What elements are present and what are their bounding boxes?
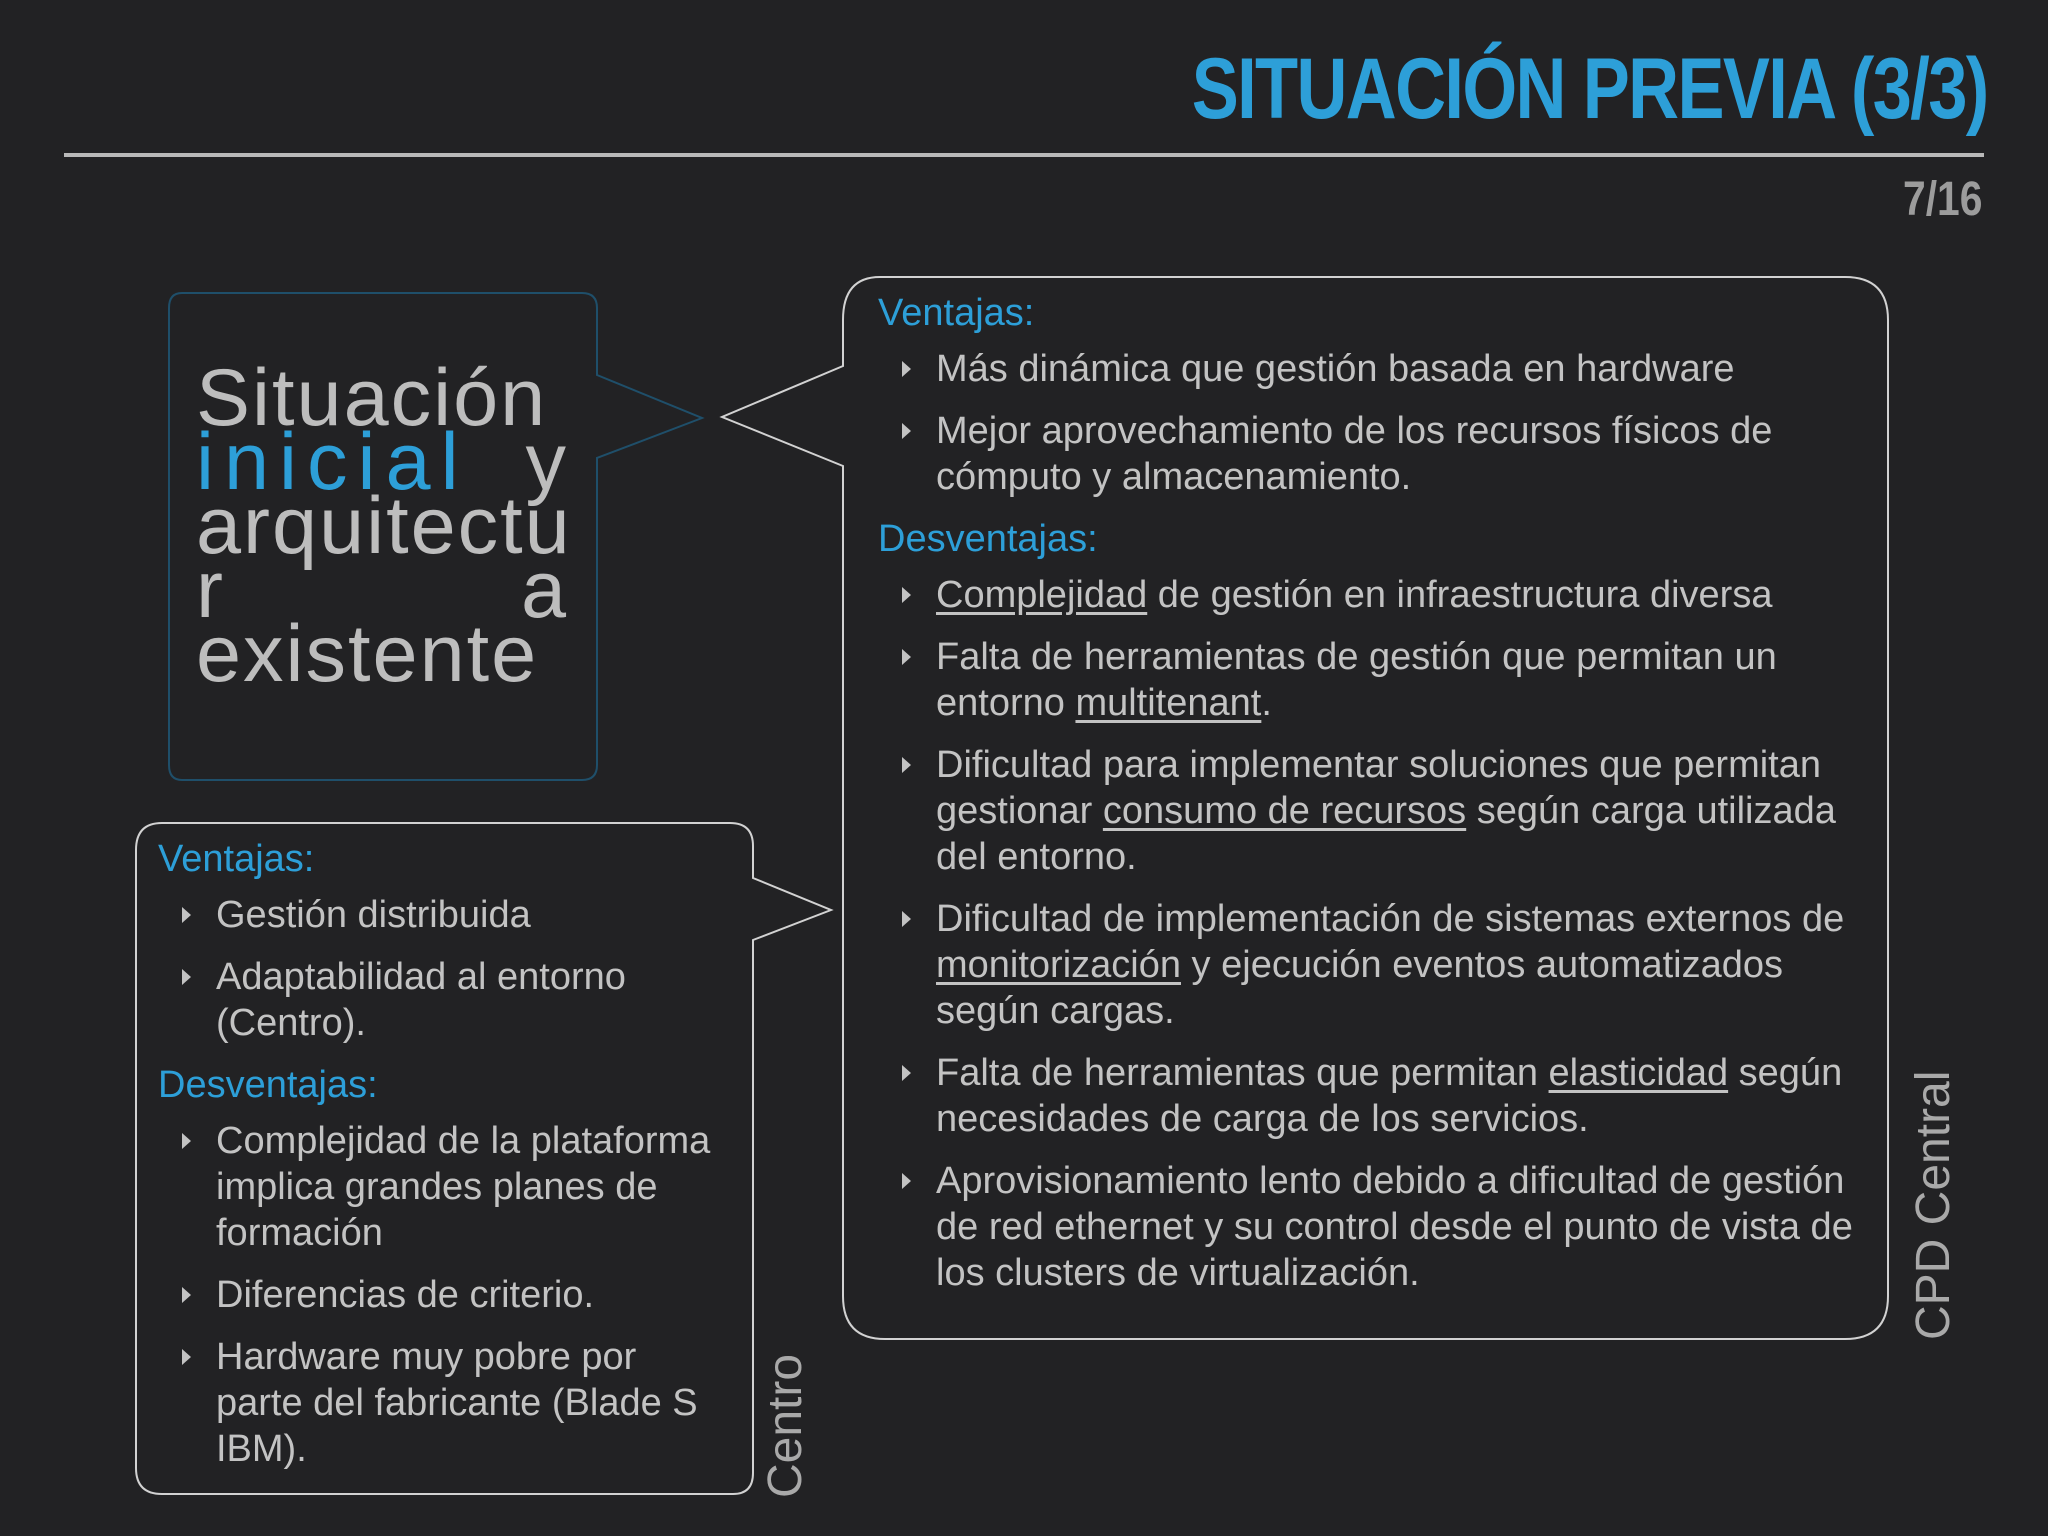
main-line-3: y — [525, 417, 568, 507]
bullet-icon — [902, 587, 911, 603]
list-item-text: Complejidad de la plataforma implica grandes planes de formación — [216, 1120, 711, 1254]
bullet-icon — [902, 911, 911, 927]
list-item — [878, 634, 1868, 726]
centro-desventajas-list — [158, 1118, 718, 1472]
centro-ventajas-heading: Ventajas: — [158, 838, 315, 880]
list-item-text: Falta de herramientas de gestión que permitan un entorno — [936, 636, 1777, 724]
list-item — [158, 1118, 718, 1256]
list-item-text: y ejecución eventos automatizados según cargas. — [936, 944, 1784, 1032]
bullet-icon — [182, 1287, 191, 1303]
central-ventajas-heading: Ventajas: — [878, 292, 1035, 334]
list-item — [878, 346, 1868, 392]
list-item — [158, 1334, 718, 1472]
underlined-term: monitorización — [936, 944, 1181, 986]
central-desventajas-heading: Desventajas: — [878, 518, 1098, 560]
page-number: 7/16 — [1902, 173, 1982, 226]
list-item-text: de gestión en infraestructura diversa — [1147, 574, 1773, 616]
list-item-text: Gestión distribuida — [216, 894, 531, 936]
cpd-central-label: CPD Central — [1907, 1070, 1960, 1340]
centro-desventajas-heading: Desventajas: — [158, 1064, 378, 1106]
list-item-text: según necesidades de carga de los servicios. — [936, 1052, 1843, 1140]
main-line-2-accent: inicial — [196, 417, 469, 507]
list-item — [878, 1050, 1868, 1142]
list-item-text: Más dinámica que gestión basada en hardware — [936, 348, 1735, 390]
bullet-icon — [902, 361, 911, 377]
main-line-5: r — [196, 545, 225, 635]
list-item-text: Diferencias de criterio. — [216, 1274, 595, 1316]
main-line-4: arquitectu — [196, 481, 572, 571]
list-item-text: Dificultad para implementar soluciones que permitan gestionar — [936, 744, 1822, 832]
list-item — [878, 1158, 1868, 1296]
centro-label: Centro — [759, 1353, 812, 1498]
bullet-icon — [182, 907, 191, 923]
slide-title: SITUACIÓN PREVIA (3/3) — [1192, 41, 1988, 137]
centro-ventajas-list — [158, 892, 718, 1046]
list-item-text: Aprovisionamiento lento debido a dificultad de gestión de red ethernet y su control desde el punto de vista de los clusters de virtualización. — [936, 1160, 1853, 1294]
underlined-term: Complejidad — [936, 574, 1148, 616]
main-line-6: a — [520, 545, 568, 635]
list-item-text: según carga utilizada del entorno. — [936, 790, 1836, 878]
list-item — [878, 572, 1868, 618]
main-line-1: Situación — [196, 353, 548, 443]
bullet-icon — [902, 423, 911, 439]
centro-panel — [158, 836, 718, 1488]
list-item — [878, 896, 1868, 1034]
list-item — [878, 742, 1868, 880]
underlined-term: multitenant — [1075, 682, 1262, 724]
underlined-term: elasticidad — [1548, 1052, 1729, 1094]
main-callout-text — [196, 353, 572, 699]
bullet-icon — [902, 649, 911, 665]
list-item-text: . — [1261, 682, 1272, 724]
list-item-text: Hardware muy pobre por parte del fabricante (Blade S IBM). — [216, 1336, 698, 1470]
list-item-text: Dificultad de implementación de sistemas externos de — [936, 898, 1845, 940]
list-item-text: Adaptabilidad al entorno (Centro). — [216, 956, 626, 1044]
list-item-text: Mejor aprovechamiento de los recursos físicos de cómputo y almacenamiento. — [936, 410, 1773, 498]
central-ventajas-list — [878, 346, 1868, 500]
list-item — [158, 1272, 718, 1318]
main-line-7: existente — [196, 609, 539, 699]
central-panel — [878, 290, 1868, 1312]
bullet-icon — [902, 1173, 911, 1189]
list-item — [158, 954, 718, 1046]
underlined-term: consumo de recursos — [1102, 790, 1467, 832]
list-item-text: Falta de herramientas que permitan — [936, 1052, 1549, 1094]
bullet-icon — [902, 1065, 911, 1081]
bullet-icon — [182, 1349, 191, 1365]
bullet-icon — [182, 1133, 191, 1149]
list-item — [878, 408, 1868, 500]
list-item — [158, 892, 718, 938]
bullet-icon — [182, 969, 191, 985]
bullet-icon — [902, 757, 911, 773]
central-desventajas-list — [878, 572, 1868, 1296]
